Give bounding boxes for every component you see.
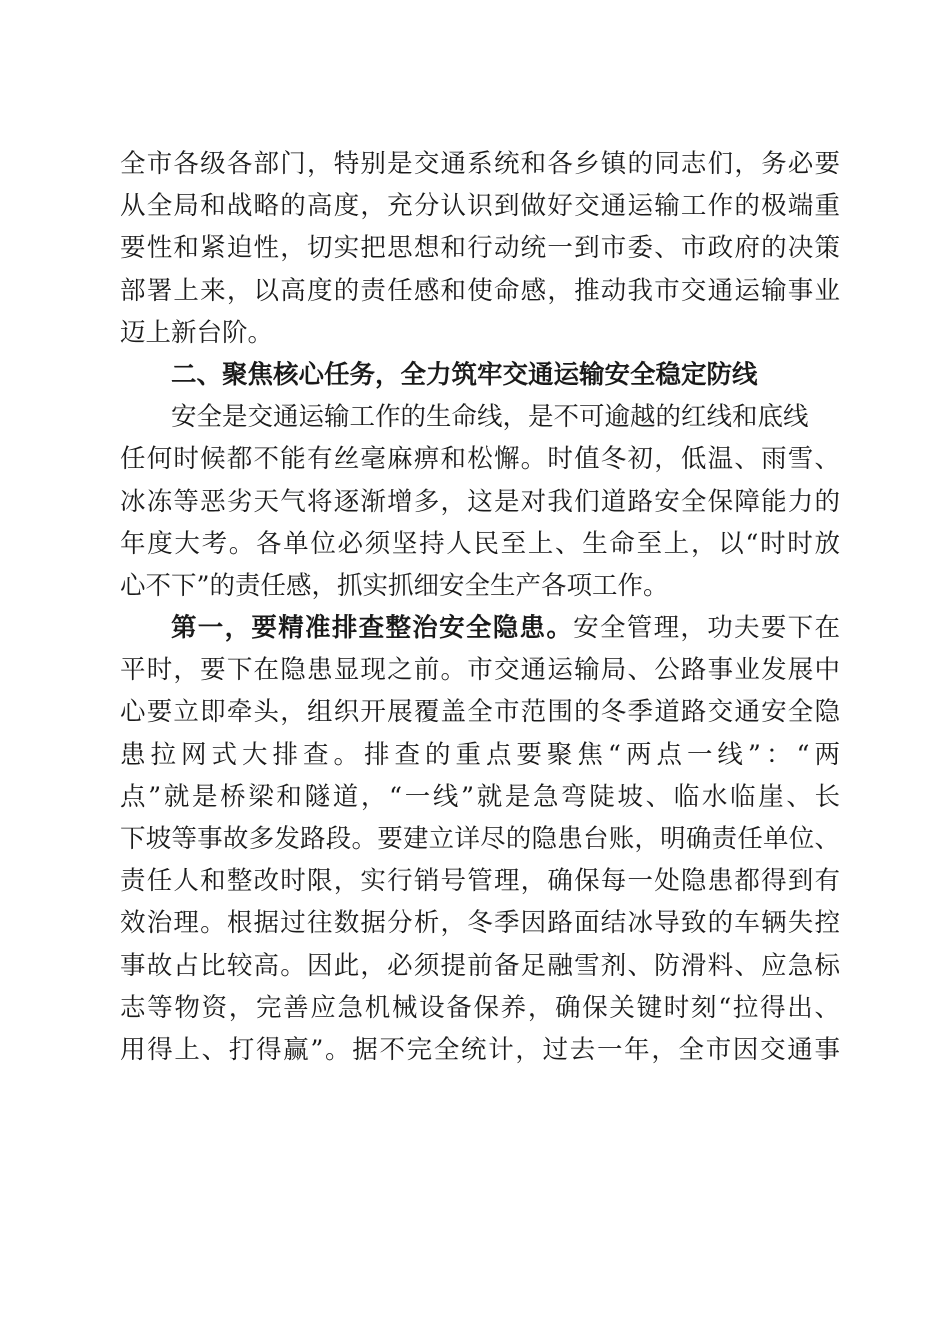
document-body bbox=[120, 143, 840, 1071]
paragraph-2-line-4: 年度大考。各单位必须坚持人民至上、生命至上，以“时时放 bbox=[120, 528, 840, 559]
paragraph-1-line-3: 要性和紧迫性，切实把思想和行动统一到市委、市政府的决策 bbox=[120, 233, 840, 264]
paragraph-3-line-10: 志等物资，完善应急机械设备保养，确保关键时刻“拉得出、 bbox=[120, 992, 840, 1023]
paragraph-1-line-2: 从全局和战略的高度，充分认识到做好交通运输工作的极端重 bbox=[120, 191, 840, 222]
paragraph-3-line-6: 下坡等事故多发路段。要建立详尽的隐患台账，明确责任单位、 bbox=[120, 824, 840, 854]
paragraph-3-line-1-rest: 安全管理，功夫要下在 bbox=[573, 613, 840, 644]
paragraph-3-line-3: 心要立即牵头，组织开展覆盖全市范围的冬季道路交通安全隐 bbox=[120, 697, 840, 728]
paragraph-2-line-3: 冰冻等恶劣天气将逐渐增多，这是对我们道路安全保障能力的 bbox=[120, 486, 840, 517]
section-heading-2: 二、聚焦核心任务，全力筑牢交通运输安全稳定防线 bbox=[171, 359, 758, 390]
paragraph-3-line-8: 效治理。根据过往数据分析，冬季因路面结冰导致的车辆失控 bbox=[120, 908, 840, 939]
paragraph-2-line-2: 任何时候都不能有丝毫麻痹和松懈。时值冬初，低温、雨雪、 bbox=[120, 444, 840, 475]
paragraph-3-line-11: 用得上、打得赢”。据不完全统计，过去一年，全市因交通事 bbox=[120, 1034, 840, 1065]
paragraph-3-lead: 第一，要精准排查整治安全隐患。 bbox=[171, 613, 574, 644]
paragraph-2-line-1: 安全是交通运输工作的生命线，是不可逾越的红线和底线 bbox=[171, 402, 809, 433]
paragraph-3-line-1 bbox=[120, 607, 840, 649]
paragraph-1-line-1: 全市各级各部门，特别是交通系统和各乡镇的同志们，务必要 bbox=[120, 149, 840, 179]
paragraph-3-line-9: 事故占比较高。因此，必须提前备足融雪剂、防滑料、应急标 bbox=[120, 950, 840, 981]
paragraph-3-line-7: 责任人和整改时限，实行销号管理，确保每一处隐患都得到有 bbox=[120, 866, 840, 897]
paragraph-1-line-4: 部署上来，以高度的责任感和使命感，推动我市交通运输事业 bbox=[120, 275, 840, 306]
paragraph-3-line-4: 患拉网式大排查。排查的重点要聚焦“两点一线”：“两 bbox=[120, 739, 840, 770]
paragraph-2-line-5: 心不下”的责任感，抓实抓细安全生产各项工作。 bbox=[120, 570, 669, 601]
paragraph-3-line-2: 平时，要下在隐患显现之前。市交通运输局、公路事业发展中 bbox=[120, 655, 840, 686]
paragraph-1-line-5: 迈上新台阶。 bbox=[120, 317, 274, 348]
paragraph-3-line-5: 点”就是桥梁和隧道，“一线”就是急弯陡坡、临水临崖、长 bbox=[120, 781, 840, 812]
